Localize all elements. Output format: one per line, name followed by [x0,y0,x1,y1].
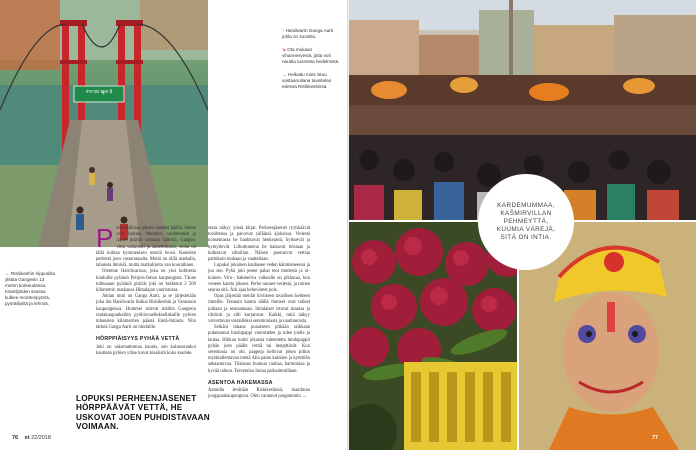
article-subheading: HÖRPPIÄISYYS PYHÄÄ VETTÄ [96,336,180,343]
article-paragraph: Opas järjestää meidät tiiviiseen tavallisen keltteen rinteille. Terassin kautta täällä ihmiset ovat tulleet juhlaan ja seuraamaan. Intialaiset istuvat maassa ja riittävät ja silti korjatuvat. Kaikki, mitä näkyy valvottavan vierailleksi seremoniasta ja nautinnoista. [208,294,310,325]
caption-arrow-icon: → [282,72,287,77]
drop-cap: P [96,223,114,253]
article-paragraph: Olemme Haridwarissa, joka on yksi kolmesta hinduille pyhästä Pohjois-Intian kaupungista. Tänne tullessaan pyhäniä pitävät joki on kulkenut 2 500 kilometrin matkansa Himalajan vuoristossa. [96,269,196,294]
caption-aarti-text: Haridwarin Ganga Aarti juhla on suosittu. [282,28,334,39]
issue-number: 22/2018 [31,435,51,441]
quote-bubble: KARDEMUMMAA, KAŠMIRVILLAN PEHMEYTTÄ, KUUMIA VÄREJÄ, SITÄ ON INTIA. [478,174,574,270]
photo-captions [282,28,342,97]
article-subheading: ASENTOA HAKEMASSA [208,379,273,386]
article-paragraph: Joki on uskomattoman kaunis, sen kultasorankoi kauttaan pyhien ylitse kuvat kissäistä koko kuuhde. [96,344,196,356]
article-paragraph: Juhlan nimi on Ganga Aarti, ja se järjestetään joka ilta Haridwarin lisäksi Rishikeshin ja Varanasin kaupungeissa. Hommei tulevat mäihin Gangesin rantakaupunkeihin pyöhiovaelluksellakaille pyhien tuhansien kilometrien päästä Etelä-Intiasta. Niin tärkeä Ganga Aarti on hinduille. [96,294,196,331]
caption-aarti [282,28,342,40]
caption-arrow-icon: ↘ [282,47,286,52]
caption-fruit [282,47,342,65]
article-paragraph: Aamulla levätään Rishikeshissä, maailman joogapaakaupungissa. Olen varannut joogatunnin → [208,388,310,400]
folio-left [12,435,51,441]
article-paragraph: Lopuksi jokainen kauhasee veden kämmeneensä ja juo sen. Pyhä joki pesee pahat teot mielestä ja ul- koinen. Viru-, bakteeriva valkealle on pikkutaa, kun veneen kautta jokeen. Perhe nousee vedestä, ja toinen seuraa sitä. Äiti ajaa kehoväreet pois. [208,263,310,294]
page-number-left: 76 [12,435,19,441]
caption-sadhu [282,72,342,90]
bridge-caption [5,271,57,307]
caption-fruit-text: Ota mukaan vihannesvesiä, jotta voit nauttia tuoreista hedelmistä. [282,47,340,64]
article-paragraph: Selkäni takana punaiseen pitkään taikkaan pukeutunut hindupappi vuorottelee ja tulee joelle ja laulaa. Hihkuu kohti jokaista tuleentetta hindupappit pyhän joen päälle vettiä tai hengittävät. Kun seremonia on ohi, pappeja kelluvat jokea pitkin mytäkallentavan meitä Alla palan kukkien ja kynttilän sekaantuvaa. Tilaisuus huokuu rauhaa, harmoniaa ja hyvää tahtoa. Tervetuloa Intiaa parhaimmillaan. [208,325,310,374]
caption-sadhu-text: Helkattu mies istuu vastaanoilana tavoitelan edessä Rishikeshissä. [282,72,332,89]
bridge-sign-text: नंगा घाट खुला है [85,89,113,94]
article-column-1 [96,223,196,357]
page-number-right: 77 [652,435,659,441]
article-paragraph: sesta näkyy yössä kirjat. Perheenjäsenet ryyhkäävät toisiltensa ja paivuvat yällänsä ajoksissa. Vedestä nousemassa he haukkovat henkeansä, hyiksevät ja hymyilevät. Liikuttuneina he halaavat toisiaan ja kulkeavat silmiilan. Näisen puetuuvat vettiaa palmkoin mukaan ja vaatteitaan. [208,226,310,263]
bridge-caption-text: Rishikeshin riippusilta ylittää Gangesin 13 metrin korkeudessa. Kävelijöiden seassa kulkee moottoripyöriä, pyöräilijöitä ja lehmiä. [5,271,56,306]
pull-quote: LOPUKSI PERHEENJÄSENET HÖRPPÄÄVÄT VETTÄ, HE USKOVAT JOEN PUHDISTAVAAN VOIMAAN. [76,394,210,432]
magazine-brand: et [24,435,30,441]
article-lead: erhe kaikkaa jokeen vaatteet päällä, ilmeet ovat hartaat. Mummo, vanhemmat ja lapset pitävät toisiaan kädestä. Ganges-virta vahavasti ja äänettömästi, soma on tällä kohtaa kymmenisen metriä leveä. Kateolen perhettä joen vastarannalta. Meitä on tällä matkalla, tahansia ihmisiä, mutta matkalijoita van kourallinen. [96,226,196,269]
caption-arrow-icon: ↑ [282,28,285,33]
caption-arrow-icon: ← [5,271,10,276]
article-column-2 [208,226,310,400]
